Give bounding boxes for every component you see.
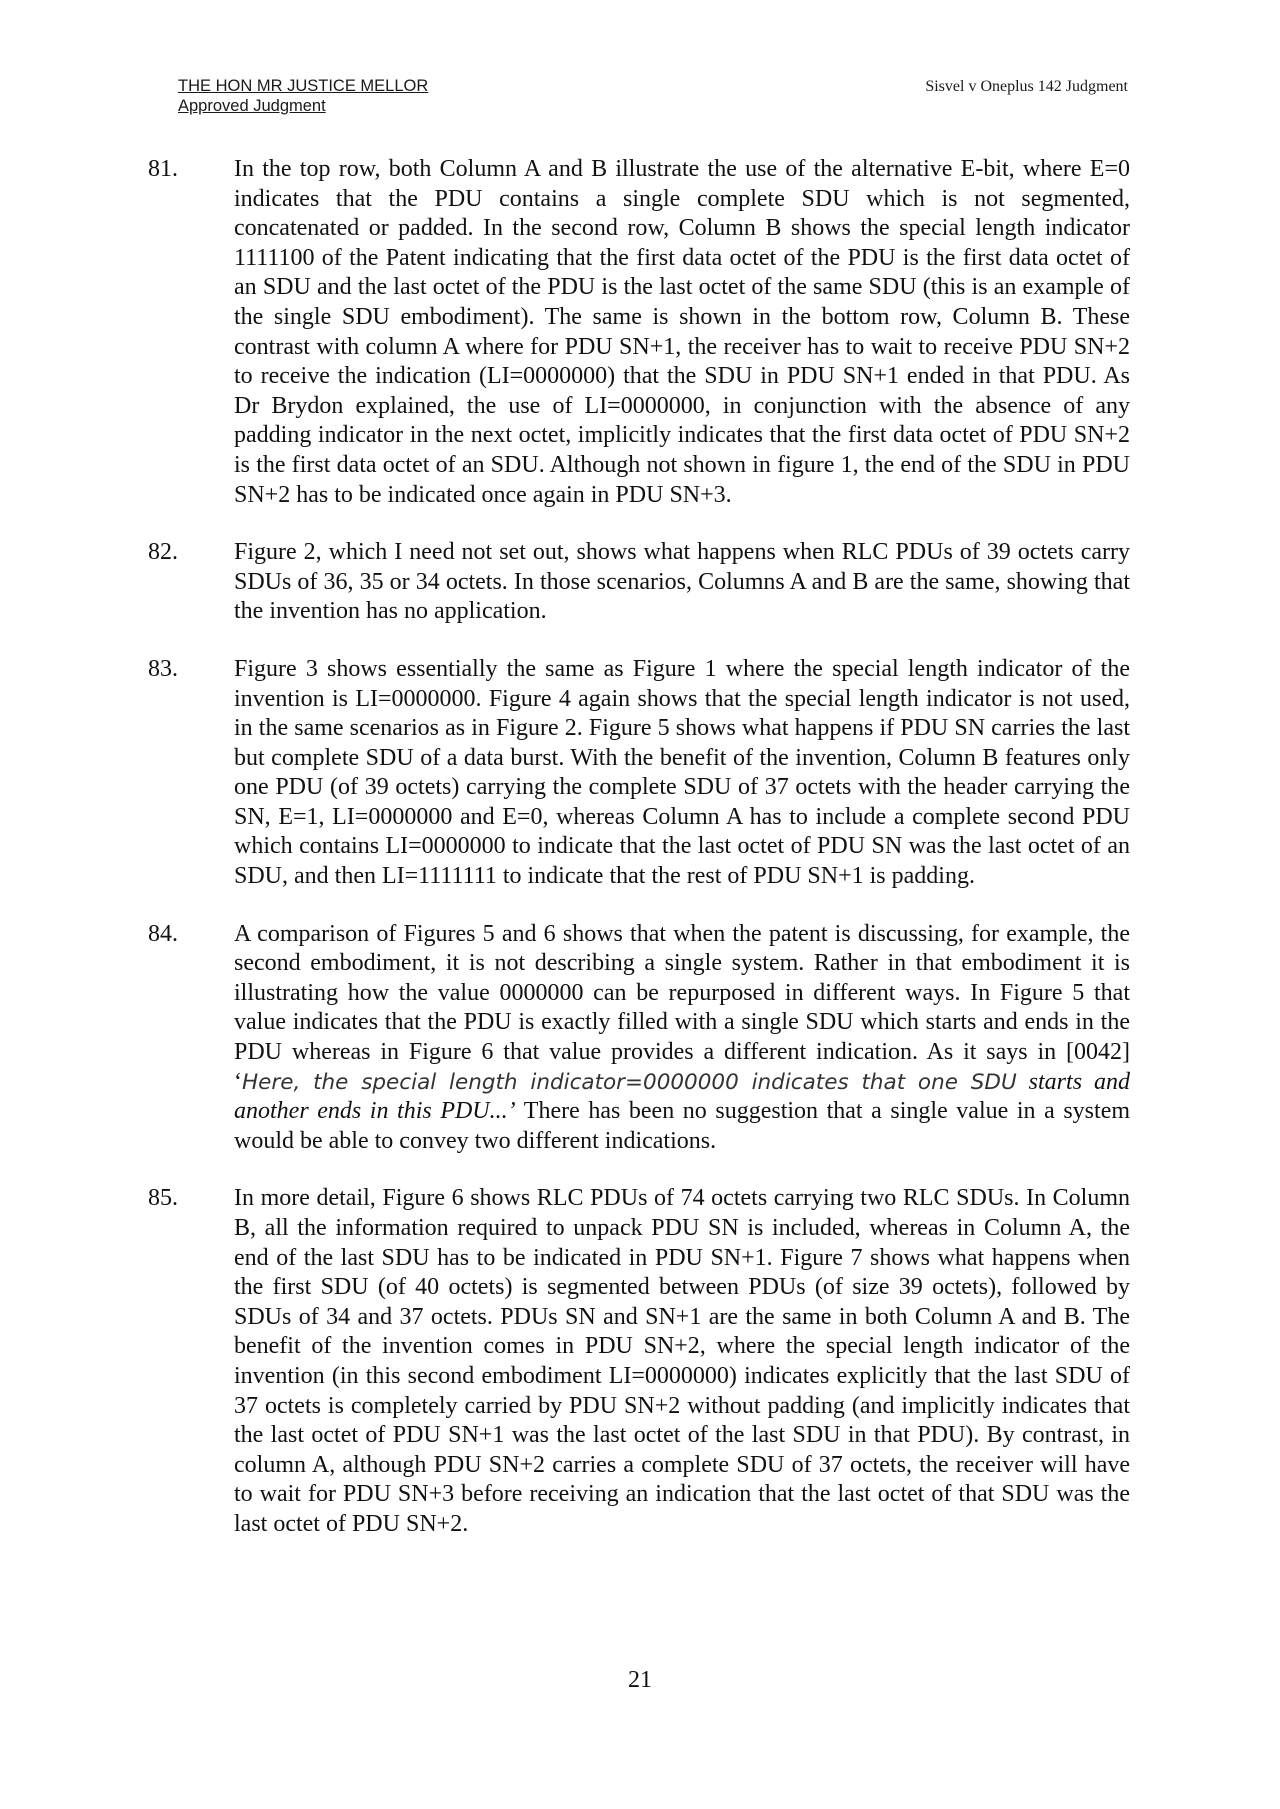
paragraph-82 [148,538,1130,627]
paragraph-81 [148,155,1130,510]
paragraph-text: In the top row, both Column A and B illustrate the use of the alternative E-bit, where E=0 indicates that the PDU contains a single complete SDU which is not segmented, concatenated or padded. In the second row, Column B shows the special length indicator 1111100 of the Patent indicating that the first data octet of the PDU is the first data octet of an SDU and the last octet of the PDU is the last octet of the same SDU (this is an example of the single SDU embodiment). The same is shown in the bottom row, Column B. These contrast with column A where for PDU SN+1, the receiver has to wait to receive PDU SN+2 to receive the indication (LI=0000000) that the SDU in PDU SN+1 ended in that PDU. As Dr Brydon explained, the use of LI=0000000, in conjunction with the absence of any padding indicator in the next octet, implicitly indicates that the first data octet of PDU SN+2 is the first data octet of an SDU. Although not shown in figure 1, the end of the SDU in PDU SN+2 has to be indicated once again in PDU SN+3. [234,156,1130,508]
patent-quote-sans: Here, the special length indicator=0000000 indicates that one SDU [242,1069,1017,1095]
paragraph-text-tail: There has been no suggestion that a single value in a system would be able to convey two different indications. [234,1098,1131,1154]
paragraph-number: 81. [148,156,178,182]
paragraph-text: Figure 2, which I need not set out, shows what happens when RLC PDUs of 39 octets carry SDUs of 36, 35 or 34 octets. In those scenarios, Columns A and B are the same, showing that the invention has no application. [234,539,1130,625]
page-number: 21 [628,1667,652,1693]
running-header-left [178,76,428,116]
judgment-body [148,155,1130,1568]
paragraph-number: 84. [148,920,178,947]
case-title: Sisvel v Oneplus 142 Judgment [925,78,1128,95]
paragraph-text [234,920,1130,1157]
patent-quote-serif: starts and another ends in this PDU...’ [234,1068,1131,1125]
paragraph-text-lead: A comparison of Figures 5 and 6 shows that when the patent is discussing, for example, the second embodiment, it is not describing a single system. Rather in that embodiment it is illustrating how the value 0000000 can be repurposed in different ways. In Figure 5 that value indicates that the PDU is exactly filled with a single SDU which starts and ends in the PDU whereas in Figure 6 that value provides a different indication. As it says in [0042] ‘ [234,920,1130,1095]
judgment-status: Approved Judgment [178,97,326,115]
paragraph-83 [148,655,1130,892]
paragraph-number: 83. [148,655,178,682]
paragraph-85 [148,1184,1130,1539]
paragraph-text: Figure 3 shows essentially the same as Figure 1 where the special length indicator of the invention is LI=0000000. Figure 4 again shows that the special length indicator is not used, in the same scenarios as in Figure 2. Figure 5 shows what happens if PDU SN carries the last but complete SDU of a data burst. With the benefit of the invention, Column B features only one PDU (of 39 octets) carrying the complete SDU of 37 octets with the header carrying the SN, E=1, LI=0000000 and E=0, whereas Column A has to include a complete second PDU which contains LI=0000000 to indicate that the last octet of PDU SN was the last octet of an SDU, and then LI=1111111 to indicate that the rest of PDU SN+1 is padding. [234,655,1130,890]
paragraph-84 [148,920,1130,1157]
paragraph-text: In more detail, Figure 6 shows RLC PDUs of 74 octets carrying two RLC SDUs. In Column B, all the information required to unpack PDU SN is included, whereas in Column A, the end of the last SDU has to be indicated in PDU SN+1. Figure 7 shows what happens when the first SDU (of 40 octets) is segmented between PDUs (of size 39 octets), followed by SDUs of 34 and 37 octets. PDUs SN and SN+1 are the same in both Column A and B. The benefit of the invention comes in PDU SN+2, where the special length indicator of the invention (in this second embodiment LI=0000000) indicates explicitly that the last SDU of 37 octets is completely carried by PDU SN+2 without padding (and implicitly indicates that the last octet of PDU SN+1 was the last octet of the last SDU in that PDU). By contrast, in column A, although PDU SN+2 carries a complete SDU of 37 octets, the receiver will have to wait for PDU SN+3 before receiving an indication that the last octet of that SDU was the last octet of PDU SN+2. [234,1185,1130,1537]
paragraph-number: 82. [148,539,178,566]
judge-name: THE HON MR JUSTICE MELLOR [178,77,429,95]
paragraph-number: 85. [148,1185,178,1212]
